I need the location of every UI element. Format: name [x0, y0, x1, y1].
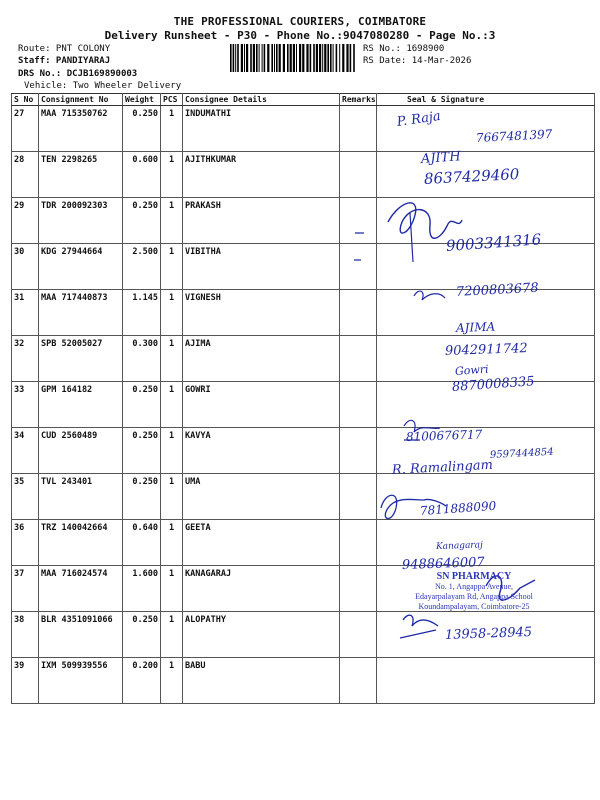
barcode-bar	[233, 44, 235, 72]
handwritten-name: Kanagaraj	[435, 540, 483, 552]
barcode-bar	[283, 44, 285, 72]
row-pcs: 1	[161, 152, 183, 198]
handwritten-phone: 9042911742	[444, 341, 528, 359]
col-consignment-header: Consignment No	[39, 94, 123, 106]
table-header-row	[12, 94, 595, 106]
handwritten-phone: 8637429460	[423, 165, 520, 188]
barcode-bar	[290, 44, 292, 72]
barcode-bar	[336, 44, 338, 72]
barcode-bar	[327, 44, 329, 72]
vehicle-label: Vehicle: Two Wheeler Delivery	[24, 81, 182, 91]
row-consignment-no: TDR 200092303	[39, 198, 123, 244]
row-remarks	[340, 152, 377, 198]
row-weight: 1.145	[123, 290, 161, 336]
barcode-bar	[324, 44, 326, 72]
row-pcs: 1	[161, 336, 183, 382]
barcode-bar	[306, 44, 308, 72]
row-remarks	[340, 428, 377, 474]
row-pcs: 1	[161, 382, 183, 428]
row-consignee: BABU	[183, 658, 340, 704]
row-sno: 37	[12, 566, 39, 612]
barcode-bar	[330, 44, 332, 72]
row-sno: 36	[12, 520, 39, 566]
handwritten-phone: 7667481397	[475, 127, 553, 145]
col-weight-header: Weight	[123, 94, 161, 106]
barcode-bar	[346, 44, 348, 72]
row-sno: 31	[12, 290, 39, 336]
row-weight: 0.250	[123, 612, 161, 658]
row-consignee: KANAGARAJ	[183, 566, 340, 612]
handwritten-phone: 9488646007	[401, 555, 485, 573]
stamp-line: Edayarpalayam Rd, Angappa School	[415, 592, 533, 601]
row-weight: 0.250	[123, 382, 161, 428]
barcode-bar	[241, 44, 243, 72]
row-consignee: VIGNESH	[183, 290, 340, 336]
row-weight: 0.250	[123, 428, 161, 474]
stamp-line: No. 1, Angappa Avenue,	[434, 582, 514, 591]
handwritten-name: AJITH	[420, 149, 462, 167]
row-consignee: GEETA	[183, 520, 340, 566]
handwritten-name: Gowri	[454, 362, 489, 378]
barcode-bar	[230, 44, 232, 72]
rs-date: RS Date: 14-Mar-2026	[363, 56, 472, 66]
barcode-bar	[271, 44, 273, 72]
barcode-bar	[244, 44, 245, 72]
barcode-bar	[342, 44, 344, 72]
row-pcs: 1	[161, 612, 183, 658]
barcode-bar	[246, 44, 248, 72]
barcode-bar	[322, 44, 323, 72]
barcode-bar	[256, 44, 258, 72]
row-consignee: VIBITHA	[183, 244, 340, 290]
col-pcs-header: PCS	[161, 94, 183, 106]
barcode-bar	[299, 44, 301, 72]
row-consignee: INDUMATHI	[183, 106, 340, 152]
row-sno: 32	[12, 336, 39, 382]
barcode-bar	[339, 44, 340, 72]
stamp-name: SN PHARMACY	[436, 571, 512, 582]
handwritten-phone: 7811888090	[419, 498, 497, 518]
row-sno: 33	[12, 382, 39, 428]
row-remarks	[340, 382, 377, 428]
row-consignment-no: TVL 243401	[39, 474, 123, 520]
row-weight: 0.640	[123, 520, 161, 566]
barcode-bar	[353, 44, 355, 72]
handwritten-name: R. Ramalingam	[391, 457, 494, 478]
row-pcs: 1	[161, 474, 183, 520]
barcode-bar	[262, 44, 263, 72]
row-pcs: 1	[161, 290, 183, 336]
row-consignee: AJITHKUMAR	[183, 152, 340, 198]
row-remarks	[340, 474, 377, 520]
handwritten-phone: 7200803678	[455, 280, 539, 300]
handwritten-phone: 8100676717	[405, 427, 483, 444]
row-remarks	[340, 566, 377, 612]
barcode-bar	[259, 44, 260, 72]
row-weight: 1.600	[123, 566, 161, 612]
col-sno-header: S No	[12, 94, 39, 106]
row-consignment-no: CUD 2560489	[39, 428, 123, 474]
staff-label: Staff: PANDIYARAJ	[18, 56, 111, 66]
row-remarks	[340, 106, 377, 152]
barcode-bar	[302, 44, 304, 72]
row-sno: 35	[12, 474, 39, 520]
row-remarks	[340, 658, 377, 704]
row-consignment-no: MAA 717440873	[39, 290, 123, 336]
row-remarks	[340, 198, 377, 244]
row-pcs: 1	[161, 428, 183, 474]
row-consignee: GOWRI	[183, 382, 340, 428]
row-consignee: UMA	[183, 474, 340, 520]
row-sno: 29	[12, 198, 39, 244]
row-sno: 38	[12, 612, 39, 658]
handwritten-name: AJIMA	[455, 319, 496, 335]
row-weight: 2.500	[123, 244, 161, 290]
barcode-bar	[313, 44, 315, 72]
barcode-bar	[276, 44, 278, 72]
barcode-image	[230, 44, 358, 72]
barcode-bar	[267, 44, 269, 72]
handwritten-phone: 9003341316	[445, 230, 542, 255]
handwritten-phone: 9597444854	[489, 446, 554, 461]
row-remarks	[340, 336, 377, 382]
row-consignment-no: MAA 715350762	[39, 106, 123, 152]
row-consignment-no: BLR 4351091066	[39, 612, 123, 658]
barcode-bar	[319, 44, 321, 72]
row-consignee: ALOPATHY	[183, 612, 340, 658]
col-signature-header: Seal & Signature	[377, 94, 595, 106]
row-consignment-no: SPB 52005027	[39, 336, 123, 382]
barcode-bar	[274, 44, 275, 72]
runsheet-subtitle: Delivery Runsheet - P30 - Phone No.:9047080280 - Page No.:3	[104, 29, 496, 42]
table-row	[12, 520, 595, 566]
row-consignee: KAVYA	[183, 428, 340, 474]
row-remarks	[340, 612, 377, 658]
col-consignee-header: Consignee Details	[183, 94, 340, 106]
row-consignment-no: KDG 27944664	[39, 244, 123, 290]
barcode-bar	[296, 44, 297, 72]
company-title: THE PROFESSIONAL COURIERS, COIMBATORE	[173, 15, 427, 28]
handwritten-phone: 13958-28945	[444, 624, 533, 643]
row-signature-cell	[377, 658, 595, 704]
row-consignment-no: GPM 164182	[39, 382, 123, 428]
stamp-line: Koundampalayam, Coimbatore-25	[418, 602, 530, 611]
delivery-table	[11, 93, 595, 704]
barcode-bar	[316, 44, 318, 72]
drs-number: DRS No.: DCJB169890003	[18, 69, 138, 79]
route-label: Route: PNT COLONY	[18, 44, 111, 54]
row-weight: 0.250	[123, 198, 161, 244]
table-row	[12, 658, 595, 704]
row-sno: 30	[12, 244, 39, 290]
barcode-bar	[253, 44, 255, 72]
row-consignment-no: IXM 509939556	[39, 658, 123, 704]
row-remarks	[340, 290, 377, 336]
row-sno: 28	[12, 152, 39, 198]
barcode-bar	[237, 44, 239, 72]
barcode-bar	[264, 44, 266, 72]
row-consignee: AJIMA	[183, 336, 340, 382]
row-remarks	[340, 244, 377, 290]
row-pcs: 1	[161, 520, 183, 566]
row-pcs: 1	[161, 566, 183, 612]
row-pcs: 1	[161, 106, 183, 152]
row-pcs: 1	[161, 658, 183, 704]
row-weight: 0.200	[123, 658, 161, 704]
row-remarks	[340, 520, 377, 566]
col-remarks-header: Remarks	[340, 94, 377, 106]
pharmacy-stamp	[384, 572, 564, 612]
row-sno: 34	[12, 428, 39, 474]
row-consignment-no: MAA 716024574	[39, 566, 123, 612]
row-sno: 39	[12, 658, 39, 704]
barcode-bar	[333, 44, 334, 72]
row-pcs: 1	[161, 244, 183, 290]
barcode-bar	[350, 44, 352, 72]
row-weight: 0.250	[123, 106, 161, 152]
barcode-bar	[235, 44, 236, 72]
barcode-bar	[287, 44, 289, 72]
row-weight: 0.250	[123, 474, 161, 520]
row-weight: 0.600	[123, 152, 161, 198]
barcode-bar	[250, 44, 252, 72]
barcode-bar	[293, 44, 295, 72]
row-consignment-no: TEN 2298265	[39, 152, 123, 198]
barcode-bar	[279, 44, 281, 72]
row-consignee: PRAKASH	[183, 198, 340, 244]
handwritten-phone: 8870008335	[451, 374, 536, 395]
row-sno: 27	[12, 106, 39, 152]
row-consignment-no: TRZ 140042664	[39, 520, 123, 566]
row-pcs: 1	[161, 198, 183, 244]
table-row	[12, 474, 595, 520]
rs-number: RS No.: 1698900	[363, 44, 445, 54]
barcode-bar	[310, 44, 312, 72]
handwritten-name: P. Raja	[395, 108, 442, 130]
row-weight: 0.300	[123, 336, 161, 382]
